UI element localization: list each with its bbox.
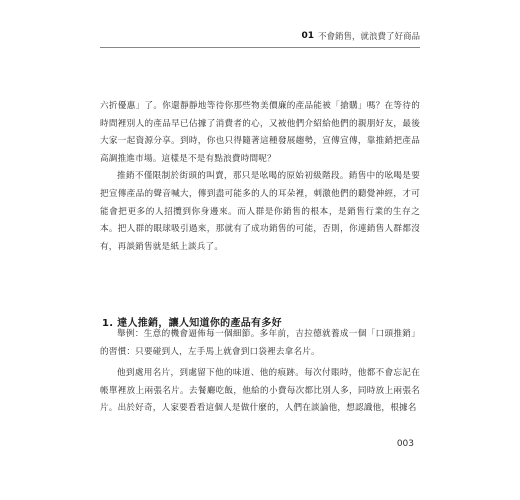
- chapter-number: 01: [301, 31, 314, 41]
- chapter-title: 不會銷售，就浪費了好商品: [317, 32, 420, 42]
- book-page: [100, 28, 420, 476]
- page-number: 003: [396, 439, 414, 449]
- section-paragraph-2: 他到處用名片，到處留下他的味道、他的痕跡。每次付賬時，他都不會忘記在帳單裡放上兩張名片。去餐廳吃飯，他給的小費每次都比別人多，同時放上兩張名片。出於好奇，人家要看看這個人是做什麼的，人們在談論他，想認識他，根據名: [100, 368, 420, 414]
- section-heading: 1. 達人推銷，讓人知道你的產品有多好: [102, 318, 282, 329]
- running-head: [301, 28, 420, 44]
- header-rule: [100, 47, 420, 48]
- section-text: [100, 326, 420, 418]
- body-paragraph-2: 推銷不僅限制於街頭的叫賣，那只是吆喝的原始初級階段。銷售中的吆喝是要把宣傳產品的聲音喊大，傳到盡可能多的人的耳朵裡，刺激他們的聽覺神經，才可能會把更多的人招攬到你身邊來。而人群是你銷售的根本，是銷售行業的生存之本。把人群的眼球吸引過來，那就有了成功銷售的可能，否則，你連銷售人群都沒有，再談銷售就是紙上談兵了。: [100, 171, 420, 252]
- body-text: [100, 98, 420, 256]
- body-paragraph-1: 六折優惠」了。你還靜靜地等待你那些物美價廉的產品能被「搶購」嗎？在等待的時間裡別人的產品早已佔據了消費者的心，又被他們介紹給他們的親朋好友，最後大家一起資源分享。到時，你也只得隨著這種發展趨勢，宣傳宣傳，靠推銷把產品高調推進市場。這樣是不是有點浪費時間呢？: [100, 101, 420, 164]
- section-paragraph-1: 舉例：生意的機會逼佈每一個細節。多年前，吉拉德就養成一個「口頭推銷」的習慣：只要碰到人，左手馬上就會到口袋裡去拿名片。: [100, 329, 420, 357]
